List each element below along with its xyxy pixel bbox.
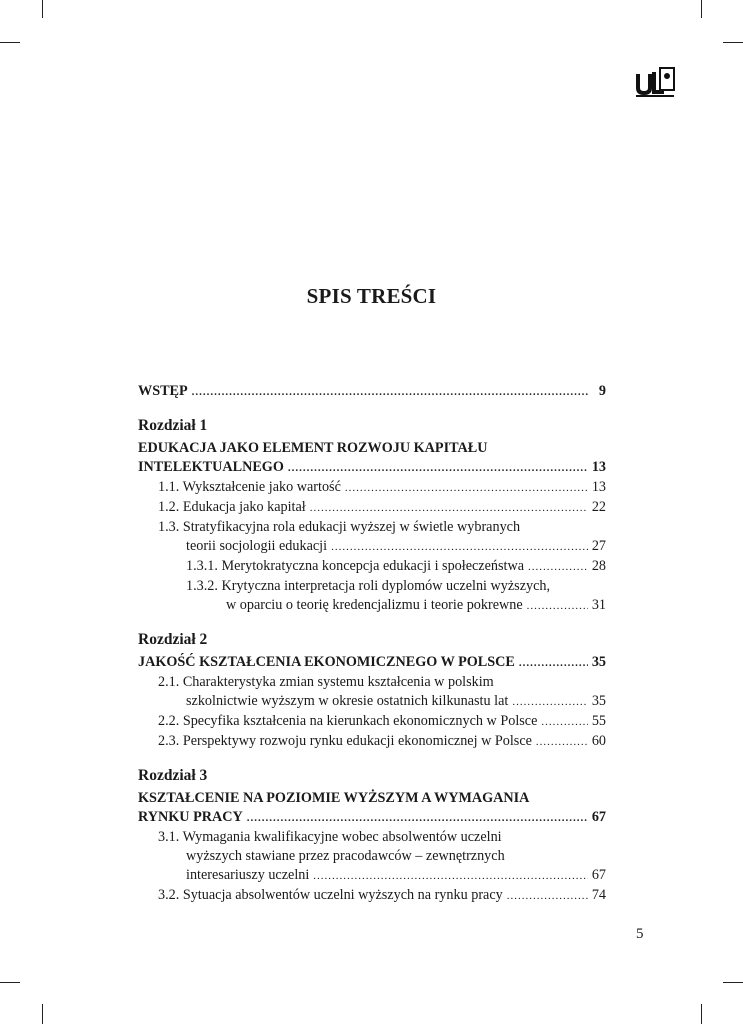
toc-entry-page: 22 [591, 499, 606, 515]
section-title: Charakterystyka zmian systemu kształcenia w polskim [182, 674, 494, 690]
toc-entry-section [138, 478, 606, 498]
toc-entry-page: 9 [598, 383, 606, 399]
section-title: szkolnictwie wyższym w okresie ostatnich kilkunastu lat [186, 693, 509, 709]
toc-entry-page: 60 [591, 733, 606, 749]
leader-dots [541, 713, 587, 732]
leader-dots [536, 733, 588, 752]
toc-entry-section-cont [138, 866, 606, 886]
page-number: 5 [636, 926, 644, 942]
toc-entry-chapter-3 [138, 808, 606, 828]
section-number: 1.2. [158, 499, 180, 515]
leader-dots [310, 499, 588, 518]
toc-entry-section [138, 712, 606, 732]
leader-dots [527, 597, 588, 616]
section-title: w oparciu o teorię kredencjalizmu i teorie pokrewne [226, 597, 523, 613]
toc-entry-section [138, 732, 606, 752]
section-title: Wymagania kwalifikacyjne wobec absolwentów uczelni [182, 829, 502, 845]
toc-entry-subsection-cont [138, 596, 606, 616]
section-number: 1.1. [158, 479, 180, 495]
chapter-title-line: RYNKU PRACY [138, 809, 243, 825]
chapter-heading: Rozdział 3 [138, 767, 208, 784]
toc-entry-section-cont [138, 847, 606, 866]
toc-entry-wstep [138, 382, 606, 402]
section-title: teorii socjologii edukacji [186, 538, 328, 554]
chapter-title-line: EDUKACJA JAKO ELEMENT ROZWOJU KAPITAŁU [138, 440, 488, 456]
chapter-title-line: JAKOŚĆ KSZTAŁCENIA EKONOMICZNEGO W POLSCE [138, 654, 515, 670]
toc-entry-page: 31 [591, 597, 606, 613]
section-number: 2.3. [158, 733, 180, 749]
leader-dots [507, 887, 588, 906]
leader-dots [512, 693, 588, 712]
toc-entry-subsection [138, 577, 606, 596]
crop-mark-top-right-v [701, 0, 702, 18]
leader-dots [345, 479, 588, 498]
toc-entry-section [138, 518, 606, 537]
toc-entry-page: 28 [591, 558, 606, 574]
section-title: Sytuacja absolwentów uczelni wyższych na rynku pracy [182, 887, 503, 903]
crop-mark-top-left-v [42, 0, 43, 18]
toc-entry-page: 35 [591, 654, 606, 670]
toc-entry-chapter-1 [138, 458, 606, 478]
section-title: Wykształcenie jako wartość [182, 479, 341, 495]
toc-entry-section [138, 498, 606, 518]
toc-entry-label: WSTĘP [138, 383, 188, 399]
toc-entry-section [138, 886, 606, 906]
section-title: Perspektywy rozwoju rynku edukacji ekonomicznej w Polsce [182, 733, 532, 749]
crop-mark-bottom-left-v [42, 1004, 43, 1024]
toc-entry-chapter-2 [138, 653, 606, 673]
leader-dots [519, 654, 588, 673]
toc-entry-section-cont [138, 692, 606, 712]
publisher-logo [634, 66, 678, 98]
crop-mark-bottom-right-h [723, 982, 743, 983]
page-title: SPIS TREŚCI [306, 284, 437, 308]
crop-mark-bottom-right-v [701, 1004, 702, 1024]
section-title: Stratyfikacyjna rola edukacji wyższej w świetle wybranych [182, 519, 521, 535]
toc-entry-page: 67 [591, 809, 606, 825]
section-title: wyższych stawiane przez pracodawców – zewnętrznych [186, 848, 505, 864]
crop-mark-top-left-h [0, 42, 20, 43]
section-title: Merytokratyczna koncepcja edukacji i społeczeństwa [221, 558, 524, 574]
leader-dots [331, 538, 588, 557]
leader-dots [313, 867, 588, 886]
chapter-title-line: INTELEKTUALNEGO [138, 459, 284, 475]
section-title: interesariuszy uczelni [186, 867, 310, 883]
toc-entry-page: 74 [591, 887, 606, 903]
toc-entry-page: 27 [591, 538, 606, 554]
crop-mark-top-right-h [723, 42, 743, 43]
section-number: 3.1. [158, 829, 180, 845]
toc-entry-page: 13 [591, 479, 606, 495]
leader-dots [288, 459, 588, 478]
section-number: 1.3.2. [186, 578, 218, 594]
toc-entry-section [138, 828, 606, 847]
table-of-contents [138, 382, 606, 906]
toc-entry-page: 67 [591, 867, 606, 883]
toc-entry-page: 13 [591, 459, 606, 475]
toc-entry-subsection [138, 557, 606, 577]
toc-entry-section-cont [138, 537, 606, 557]
section-title: Krytyczna interpretacja roli dyplomów uczelni wyższych, [221, 578, 551, 594]
toc-entry-page: 35 [591, 693, 606, 709]
section-number: 2.2. [158, 713, 180, 729]
section-number: 3.2. [158, 887, 180, 903]
toc-entry-page: 55 [591, 713, 606, 729]
section-number: 2.1. [158, 674, 180, 690]
toc-entry-section [138, 673, 606, 692]
section-title: Edukacja jako kapitał [182, 499, 306, 515]
chapter-heading: Rozdział 1 [138, 417, 208, 434]
crop-mark-bottom-left-h [0, 982, 20, 983]
section-title: Specyfika kształcenia na kierunkach ekonomicznych w Polsce [182, 713, 538, 729]
leader-dots [247, 809, 588, 828]
chapter-heading: Rozdział 2 [138, 631, 208, 648]
leader-dots [192, 383, 588, 402]
leader-dots [528, 558, 588, 577]
chapter-title-line: KSZTAŁCENIE NA POZIOMIE WYŻSZYM A WYMAGANIA [138, 790, 530, 806]
section-number: 1.3.1. [186, 558, 218, 574]
section-number: 1.3. [158, 519, 180, 535]
